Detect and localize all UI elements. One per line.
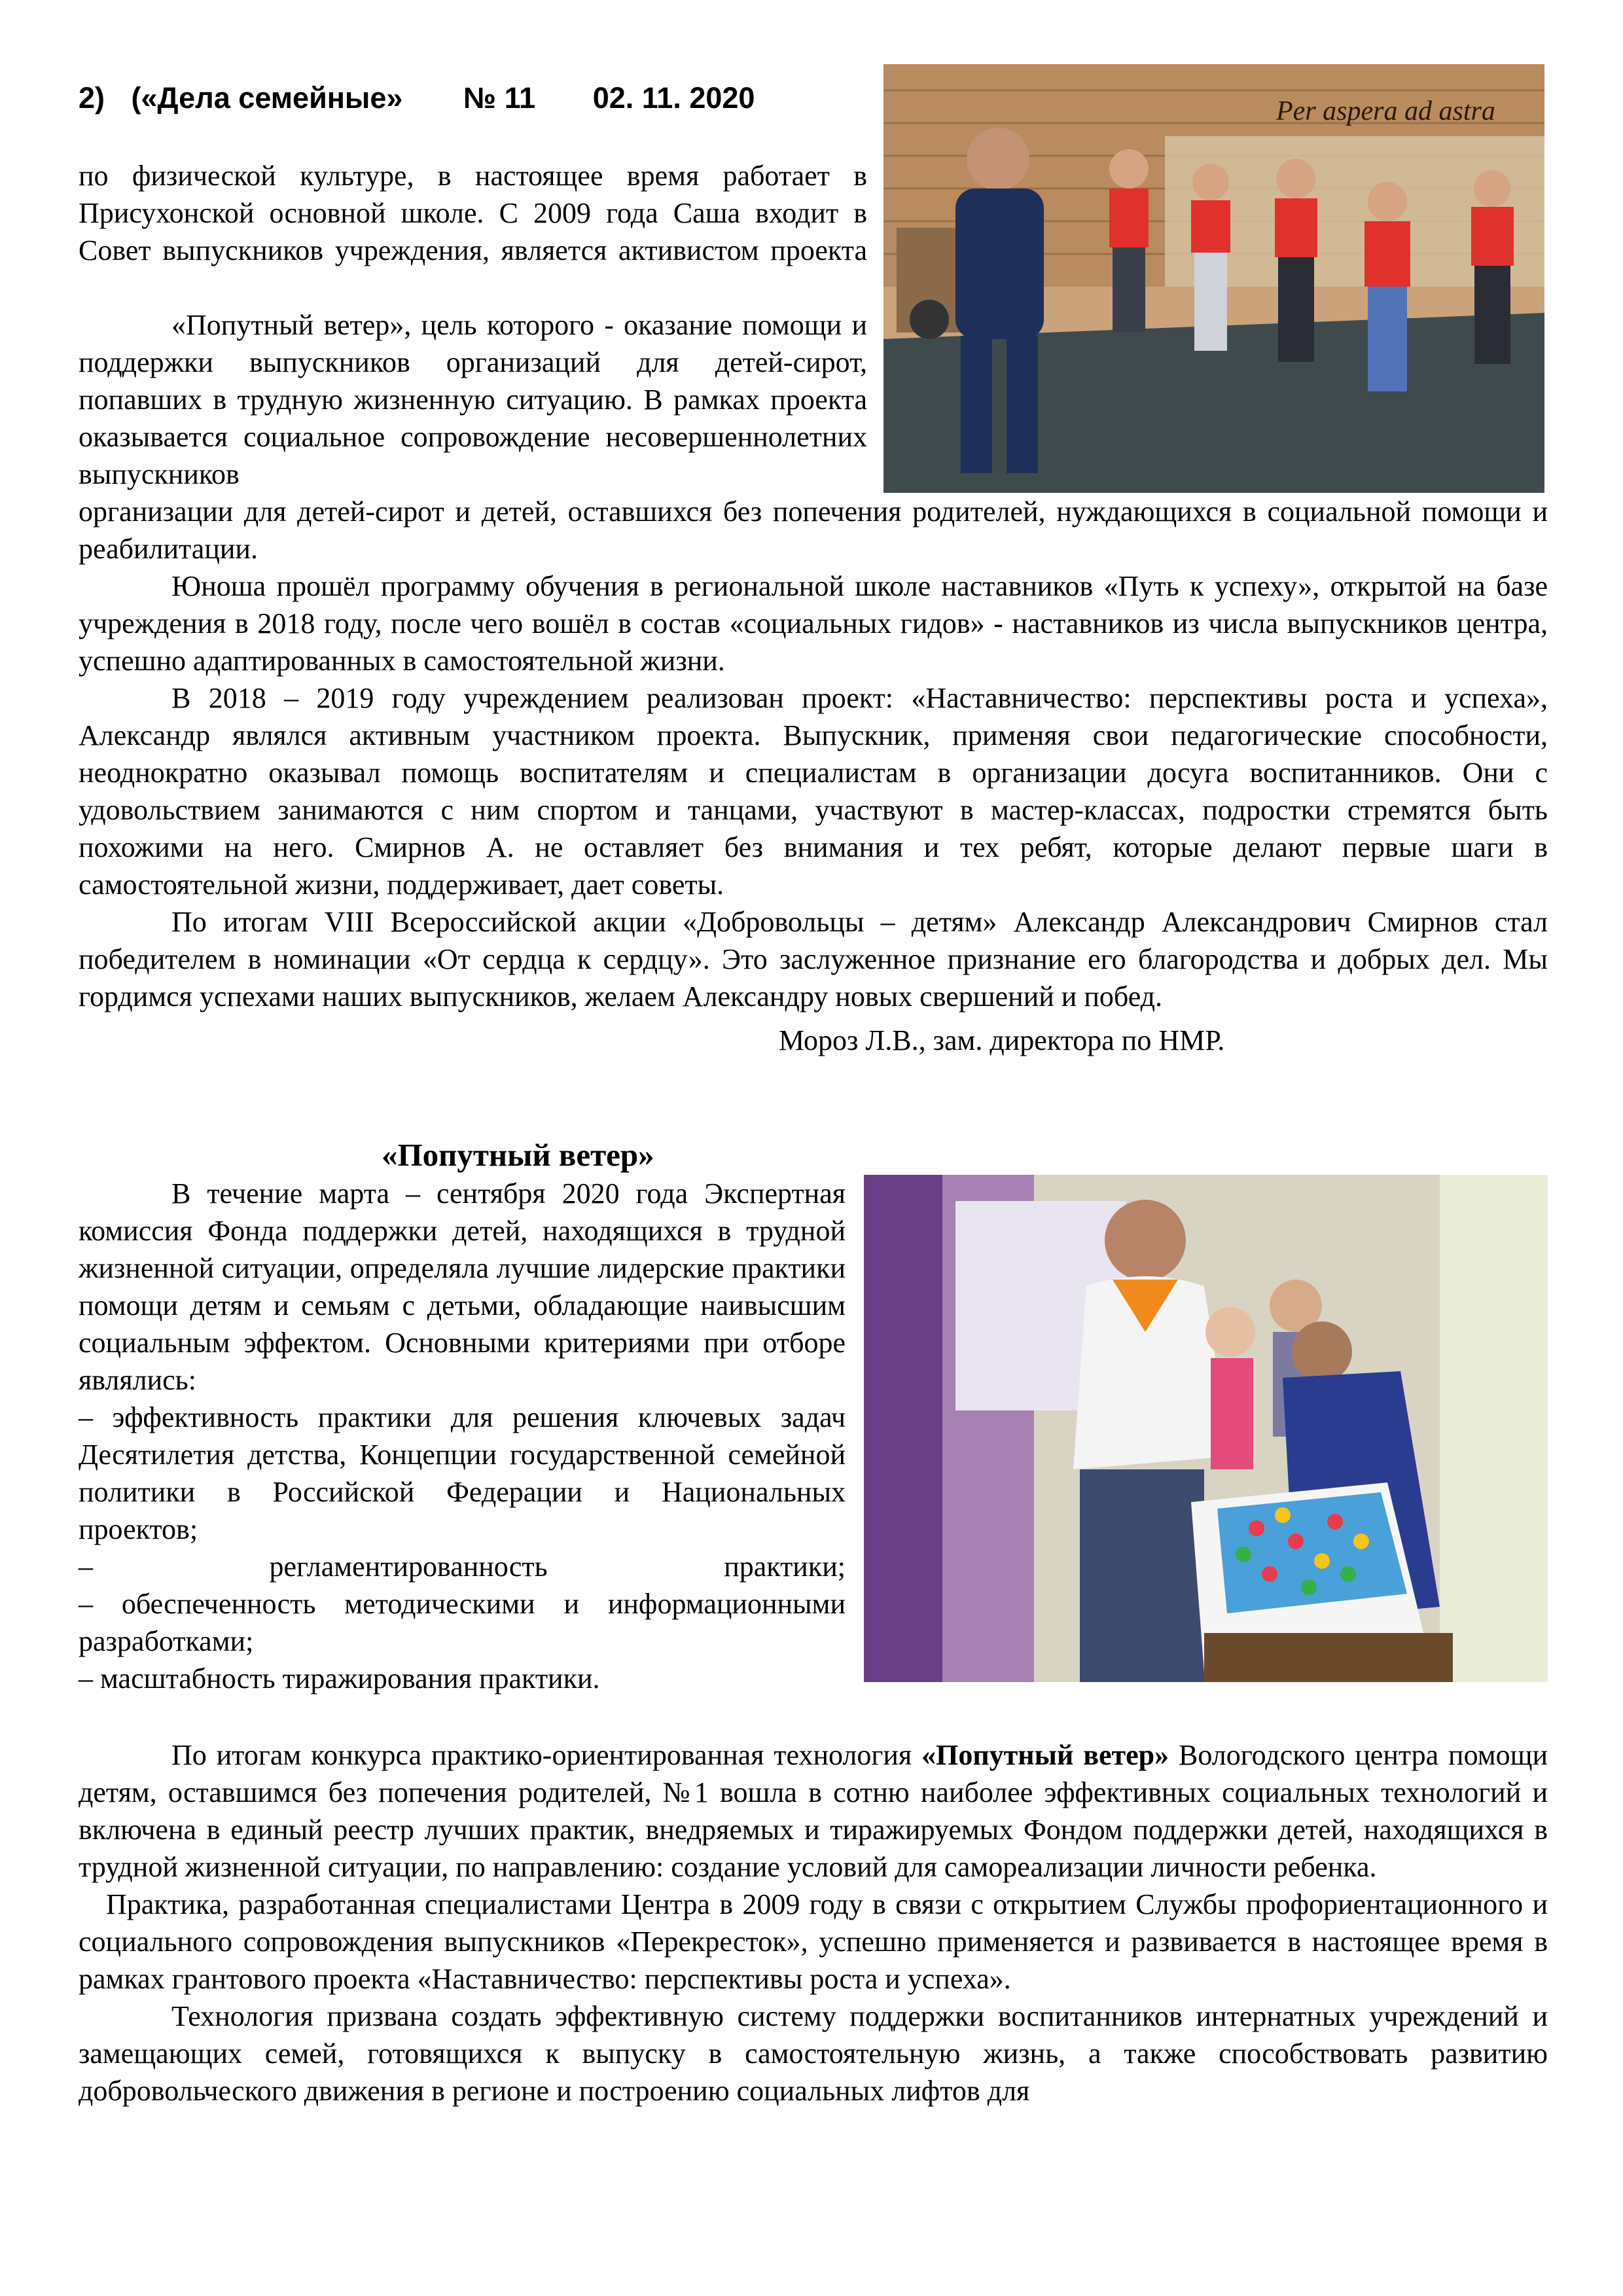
page-header	[79, 79, 755, 118]
wall-motto: Per aspera ad astra	[1276, 96, 1495, 126]
issue-number: № 11	[463, 81, 536, 115]
article1-body: организации для детей-сирот и детей, оставшихся без попечения родителей, нуждающихся в социальной помощи и реабилитации. Юноша прошёл программу обучения в региональной школе наставников «Путь к успеху», открытой на базе учреждения в 2018 году, после чего вошёл в состав «социальных гидов» - наставников из числа выпускников центра, успешно адаптированных в самостоятельной жизни. В 2018 – 2019 году учреждением реализован проект: «Наставничество: перспективы роста и успеха», Александр являлся активным участником проекта. Выпускник, применяя свои педагогические способности, неоднократно оказывал помощь воспитателям и специалистам в организации досуга воспитанников. Они с удовольствием занимаются с ним спортом и танцами, участвуют в мастер-классах, подростки стремятся быть похожими на него. Смирнов А. не оставляет без внимания и тех ребят, которые делают первые шаги в самостоятельной жизни, поддерживает, дает советы. По итогам VIII Всероссийской акции «Добровольцы – детям» Александр Александрович Смирнов стал победителем в номинации «От сердца к сердцу». Это заслуженное признание его благородства и добрых дел. Мы гордимся успехами наших выпускников, желаем Александру новых свершений и побед. Мороз Л.В., зам. директора по НМР.	[79, 493, 1548, 1059]
article1-p1b: «Попутный ветер», цель которого - оказание помощи и поддержки выпускников организаций для детей-сирот, попавших в трудную жизненную ситуацию. В рамках проекта оказывается социальное сопровождение несовершеннолетних выпускников	[79, 309, 867, 490]
newspaper-name: («Дела семейные»	[131, 81, 403, 115]
criterion-2: – регламентированность практики;	[79, 1551, 846, 1583]
gym-photo	[883, 64, 1544, 493]
article2-p2: По итогам конкурса практико-ориентированная технология «Попутный ветер» Вологодского центра помощи детям, оставшимся без попечения родителей, №1 вошла в сотню наиболее эффективных социальных технологий и включена в единый реестр лучших практик, внедряемых и тиражируемых Фондом поддержки детей, находящихся в трудной жизненной ситуации, по направлению: создание условий для самореализации личности ребенка.	[79, 1739, 1548, 1883]
article2-intro: В течение марта – сентября 2020 года Экспертная комиссия Фонда поддержки детей, находящихся в трудной жизненной ситуации, определяла лучшие лидерские практики помощи детям и семьям с детьми, обладающие наивысшим социальным эффектом. Основными критериями при отборе являлись: – эффективность практики для решения ключевых задач Десятилетия детства, Концепции государственной семейной политики в Российской Федерации и Национальных проектов; – регламентированность практики; – обеспеченность методическими и информационными разработками; – масштабность тиражирования практики.	[79, 1175, 846, 1697]
signature: Мороз Л.В., зам. директора по НМР.	[779, 1024, 1225, 1056]
criterion-4: – масштабность тиражирования практики.	[79, 1662, 600, 1695]
criterion-3: – обеспеченность методическими и информационными разработками;	[79, 1588, 846, 1657]
issue-date: 02. 11. 2020	[592, 81, 755, 115]
article2-body: По итогам конкурса практико-ориентированная технология «Попутный ветер» Вологодского центра помощи детям, оставшимся без попечения родителей, №1 вошла в сотню наиболее эффективных социальных технологий и включена в единый реестр лучших практик, внедряемых и тиражируемых Фондом поддержки детей, находящихся в трудной жизненной ситуации, по направлению: создание условий для самореализации личности ребенка. Практика, разработанная специалистами Центра в 2009 году в связи с открытием Службы профориентационного и социального сопровождения выпускников «Перекресток», успешно применяется и развивается в настоящее время в рамках грантового проекта «Наставничество: перспективы роста и успеха». Технология призвана создать эффективную систему поддержки воспитанников интернатных учреждений и замещающих семей, готовящихся к выпуску в самостоятельную жизнь, а также способствовать развитию добровольческого движения в регионе и построению социальных лифтов для	[79, 1736, 1548, 2109]
criterion-1: – эффективность практики для решения ключевых задач Десятилетия детства, Концепции государственной семейной политики в Российской Федерации и Национальных проектов;	[79, 1401, 846, 1545]
page-number: 2)	[79, 81, 105, 115]
article2-title: «Попутный ветер»	[382, 1137, 654, 1173]
article1-p1a: по физической культуре, в настоящее время работает в Присухонской основной школе. С 2009 года Саша входит в Совет выпускников учреждения, является активистом проекта	[79, 160, 867, 266]
game-photo	[864, 1175, 1548, 1682]
